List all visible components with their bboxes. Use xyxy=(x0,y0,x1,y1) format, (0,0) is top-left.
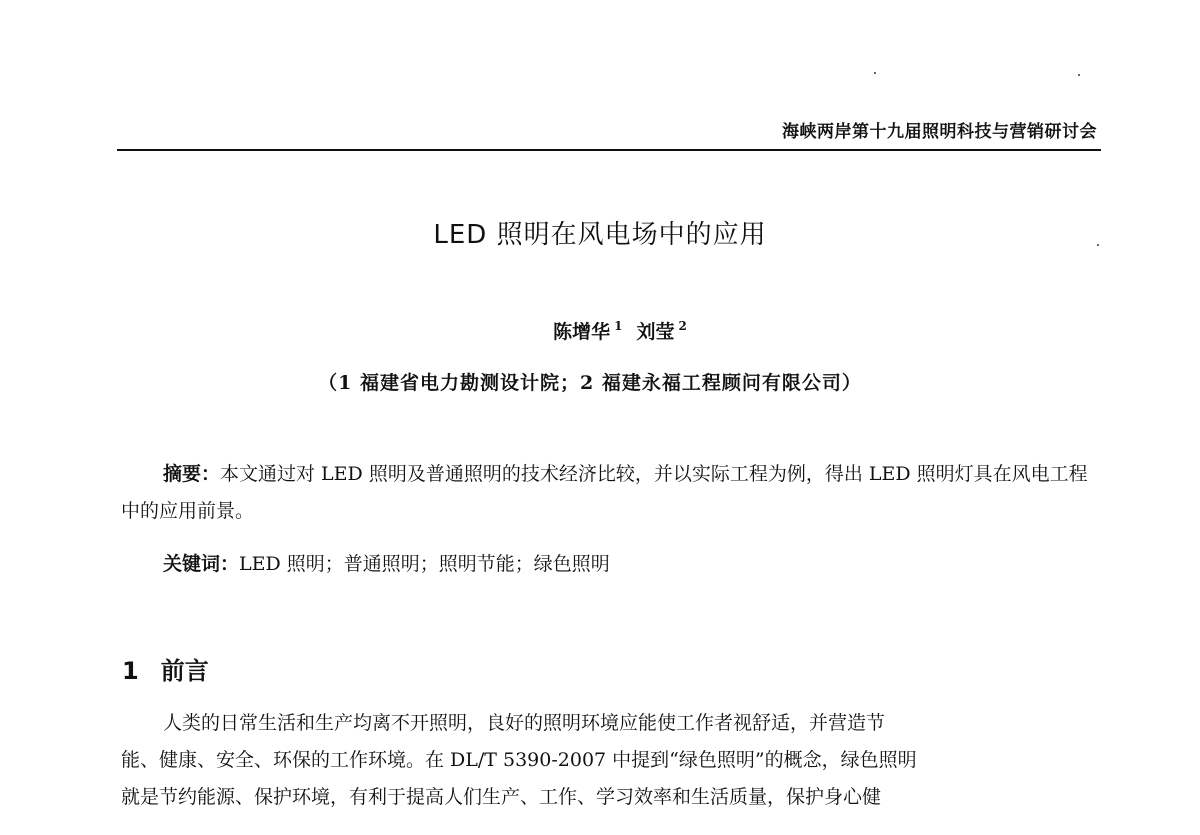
affiliation-mark: 1 xyxy=(614,319,623,333)
section-body xyxy=(121,705,1101,816)
author-name: 刘莹 xyxy=(636,321,675,343)
author-name: 陈增华 xyxy=(553,321,611,343)
affiliation-line: （1 福建省电力勘测设计院；2 福建永福工程顾问有限公司） xyxy=(318,372,862,394)
scan-speck xyxy=(1078,74,1080,76)
section-heading xyxy=(122,651,209,686)
header-rule xyxy=(117,149,1101,151)
scan-speck xyxy=(874,72,876,74)
abstract xyxy=(121,456,1101,530)
keywords xyxy=(163,549,610,576)
body-line: 就是节约能源、保护环境，有利于提高人们生产、工作、学习效率和生活质量，保护身心健 xyxy=(121,786,882,808)
keywords-label: 关键词： xyxy=(163,553,240,575)
author-line xyxy=(0,317,1200,344)
body-line: 能、健康、安全、环保的工作环境。在 DL/T 5390-2007 中提到“绿色照明”的概念，绿色照明 xyxy=(121,749,917,771)
paper-title: LED 照明在风电场中的应用 xyxy=(433,220,767,250)
affiliation-mark: 2 xyxy=(678,319,687,333)
body-line: 人类的日常生活和生产均离不开照明，良好的照明环境应能使工作者视舒适，并营造节 xyxy=(163,712,886,734)
abstract-label: 摘要： xyxy=(163,463,221,485)
abstract-text: 本文通过对 LED 照明及普通照明的技术经济比较，并以实际工程为例，得出 LED 照明灯具在风电工程中的应用前景。 xyxy=(121,463,1088,522)
running-header: 海峡两岸第十九届照明科技与营销研讨会 xyxy=(782,122,1097,142)
keywords-text: LED 照明；普通照明；照明节能；绿色照明 xyxy=(239,553,610,575)
section-number: 1 xyxy=(122,657,139,685)
section-title: 前言 xyxy=(160,657,209,685)
